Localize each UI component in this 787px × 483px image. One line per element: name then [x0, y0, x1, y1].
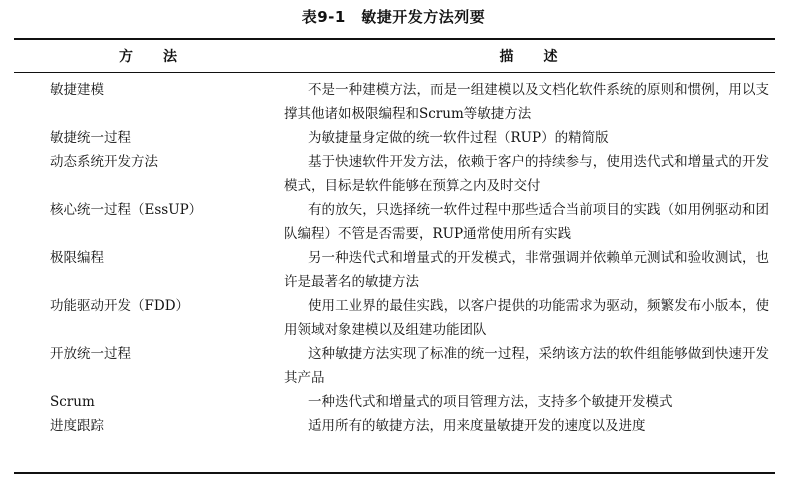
description-cell: 另一种迭代式和增量式的开发模式，非常强调并依赖单元测试和验收测试，也许是最著名的敏捷方法: [284, 250, 769, 290]
description-cell: 基于快速软件开发方法，依赖于客户的持续参与，使用迭代式和增量式的开发模式，目标是软件能够在预算之内及时交付: [284, 154, 769, 194]
description-cell: 一种迭代式和增量式的项目管理方法，支持多个敏捷开发模式: [308, 394, 673, 410]
method-cell: 极限编程: [50, 250, 104, 266]
table-row: [14, 414, 775, 438]
description-cell: 为敏捷量身定做的统一软件过程（RUP）的精简版: [308, 130, 609, 146]
table-header: [14, 46, 775, 70]
method-cell: 进度跟踪: [50, 418, 104, 434]
table-row: [14, 126, 775, 150]
table-body: [14, 78, 775, 438]
table-top-rule: [14, 38, 775, 40]
table-bottom-rule: [14, 472, 775, 474]
table-row: [14, 294, 775, 342]
method-cell: 动态系统开发方法: [50, 154, 158, 170]
table-row: [14, 342, 775, 390]
description-cell: 有的放矢，只选择统一软件过程中那些适合当前项目的实践（如用例驱动和团队编程）不管是否需要，RUP通常使用所有实践: [284, 202, 769, 242]
description-cell: 适用所有的敏捷方法，用来度量敏捷开发的速度以及进度: [308, 418, 646, 434]
method-cell: 敏捷建模: [50, 82, 104, 98]
table-row: [14, 246, 775, 294]
description-cell: 不是一种建模方法，而是一组建模以及文档化软件系统的原则和惯例，用以支撑其他诸如极限编程和Scrum等敏捷方法: [284, 82, 769, 122]
method-cell: 开放统一过程: [50, 346, 131, 362]
table-row: [14, 198, 775, 246]
method-cell: Scrum: [50, 394, 95, 410]
method-cell: 功能驱动开发（FDD）: [50, 298, 190, 314]
method-cell: 敏捷统一过程: [50, 130, 131, 146]
description-cell: 使用工业界的最佳实践，以客户提供的功能需求为驱动，频繁发布小版本，使用领域对象建模以及组建功能团队: [284, 298, 769, 338]
table-row: [14, 78, 775, 126]
column-header-method: 方法: [119, 49, 207, 65]
column-header-description: 描述: [499, 49, 588, 65]
table-header-rule: [14, 72, 775, 73]
table-row: [14, 390, 775, 414]
table-caption: 表9-1 敏捷开发方法列要: [301, 8, 486, 26]
table-row: [14, 150, 775, 198]
description-cell: 这种敏捷方法实现了标准的统一过程，采纳该方法的软件组能够做到快速开发其产品: [284, 346, 769, 386]
method-cell: 核心统一过程（EssUP）: [50, 202, 203, 218]
